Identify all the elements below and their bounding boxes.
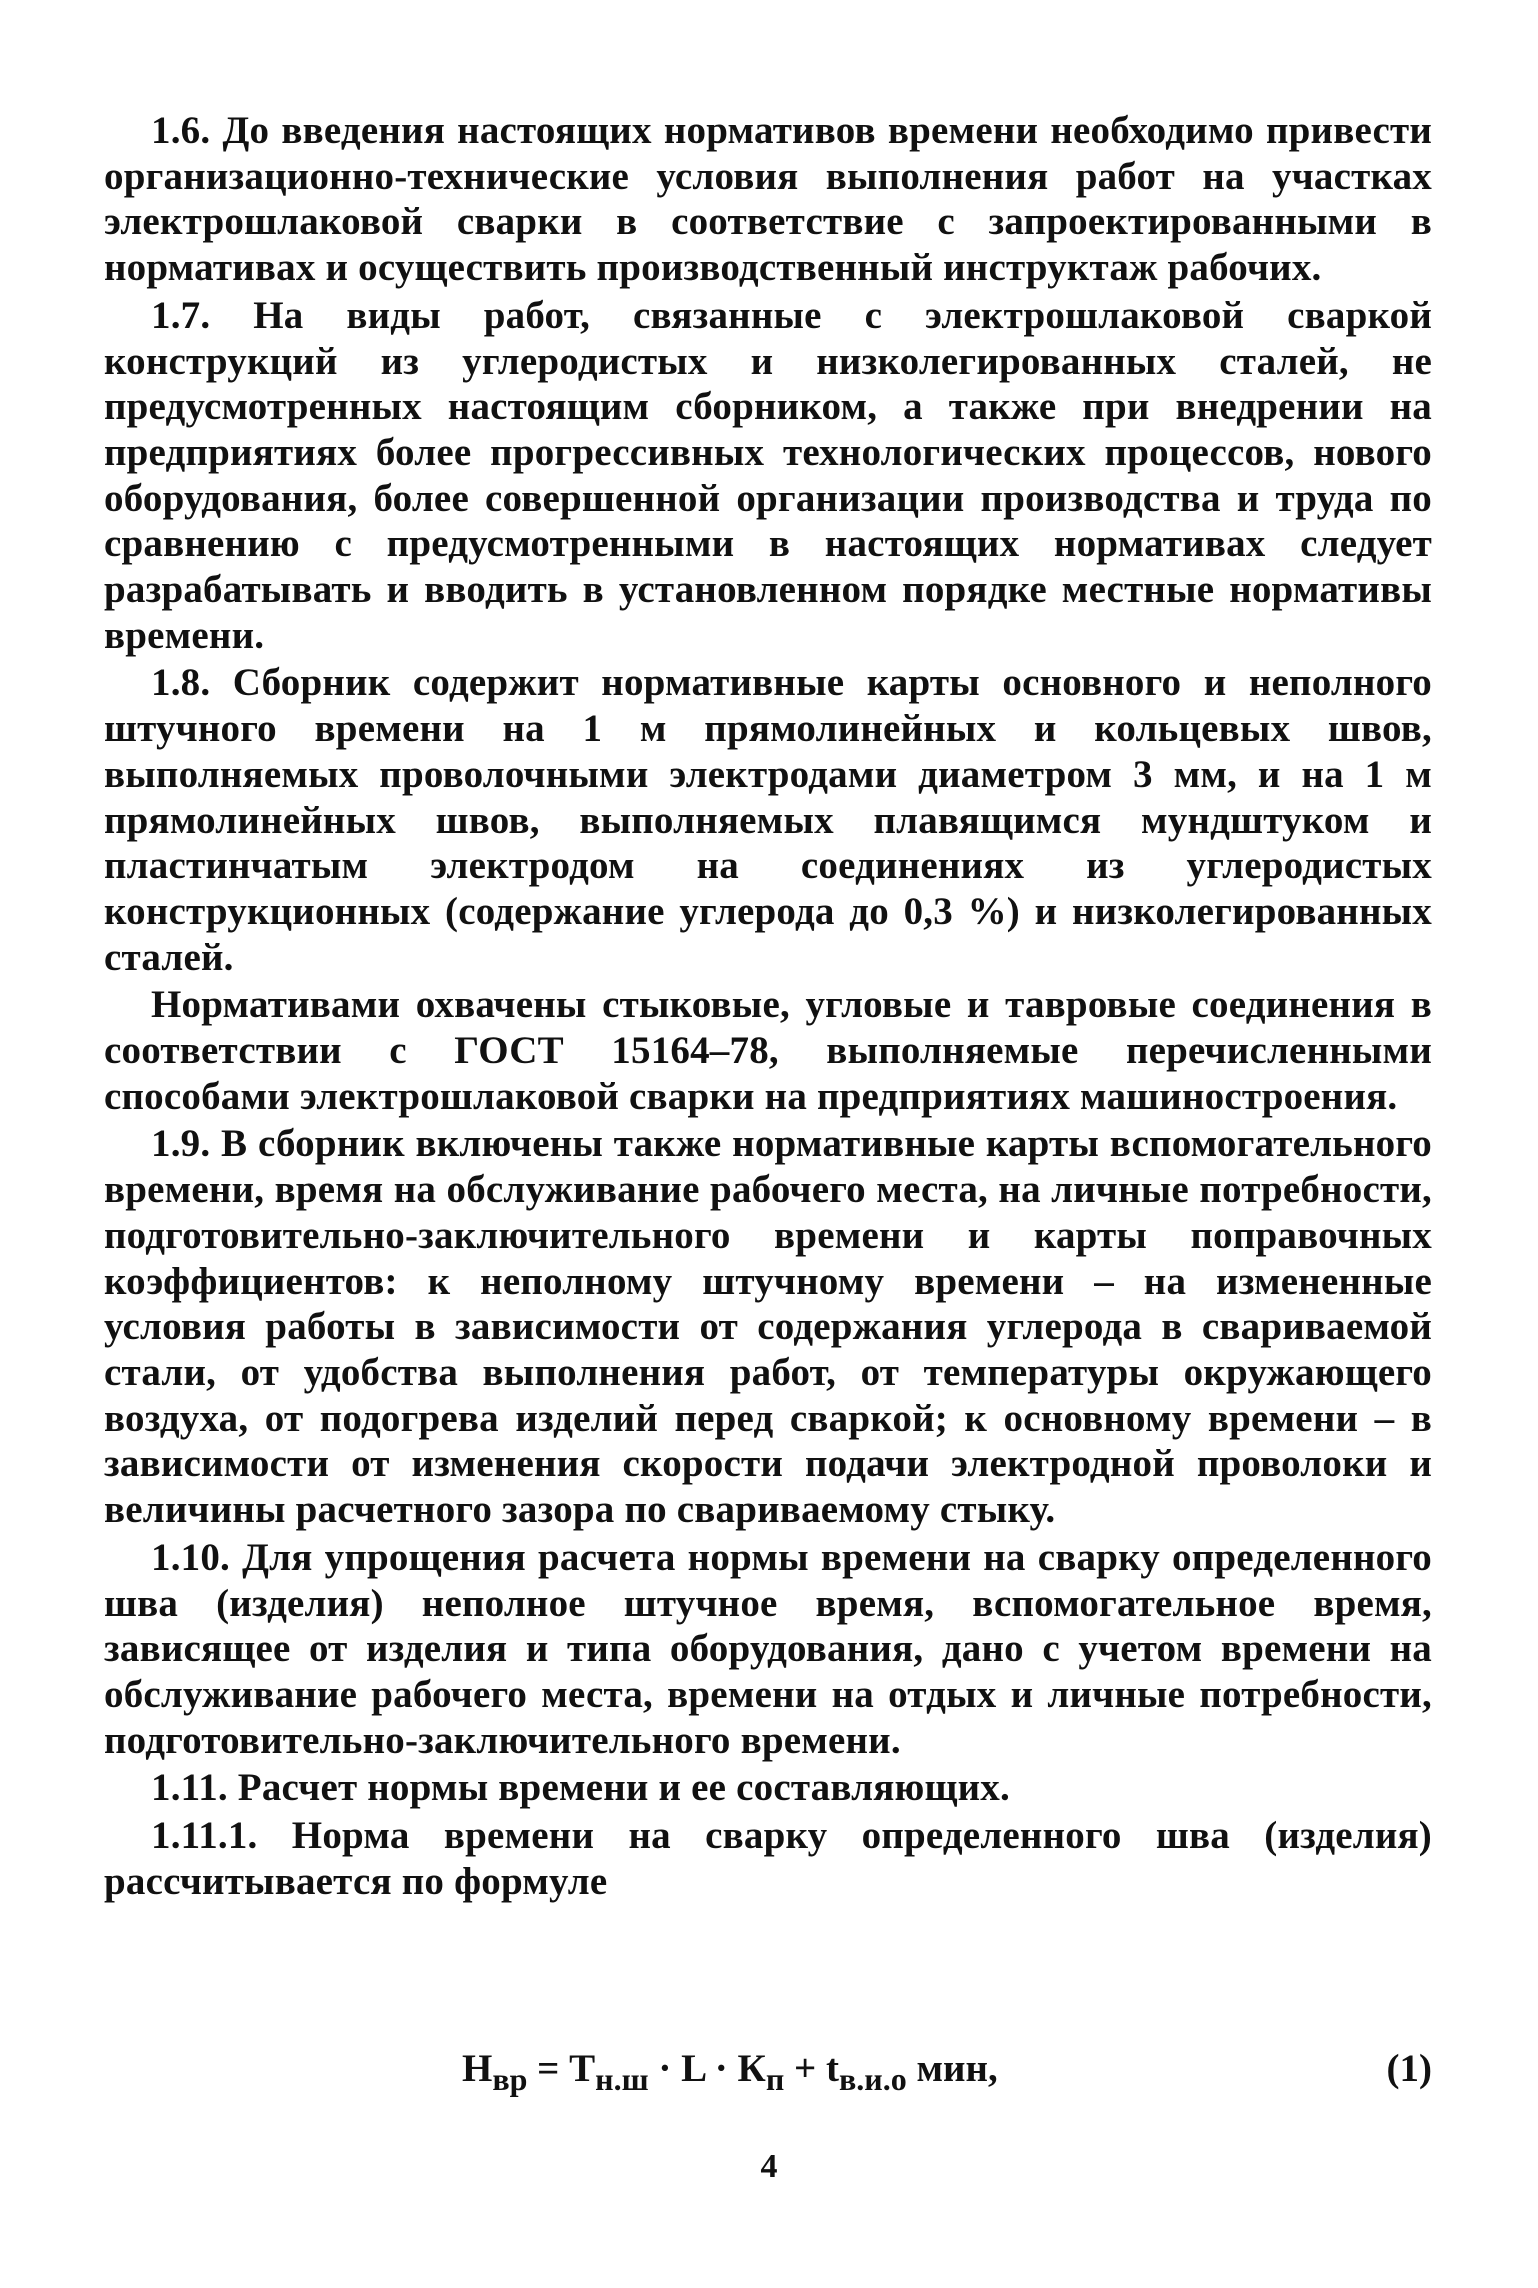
paragraph-1-8-continued: Нормативами охвачены стыковые, угловые и тавровые соединения в соответствии с ГОСТ 15164–78, выполняемые перечисленными способами электрошлаковой сварки на предприятиях машиностроения. [104, 983, 1432, 1118]
document-body [104, 108, 1432, 1906]
paragraph-1-6: 1.6. До введения настоящих нормативов времени необходимо привести организационно-технические условия выполнения работ на участках электрошлаковой сварки в соответствие с запроектированными в нормативах и осуществить производственный инструктаж рабочих. [104, 109, 1432, 290]
paragraph-1-10: 1.10. Для упрощения расчета нормы времени на сварку определенного шва (изделия) неполное штучное время, вспомогательное время, зависящее от изделия и типа оборудования, дано с учетом времени на обслуживание рабочего места, времени на отдых и личные потребности, подготовительно-заключительного времени. [104, 1535, 1432, 1762]
formula-k: К [737, 2047, 766, 2090]
page-number: 4 [760, 2148, 778, 2185]
paragraph-1-11-1: 1.11.1. Норма времени на сварку определенного шва (изделия) рассчитывается по формуле [104, 1814, 1432, 1903]
formula-t-subscript: н.ш [595, 2061, 649, 2097]
formula-unit: мин, [906, 2047, 998, 2090]
formula-dot-2: · [705, 2047, 738, 2090]
formula-l: L [681, 2047, 706, 2090]
formula-tv-subscript: в.и.о [838, 2061, 907, 2097]
time-norm-formula [462, 2046, 998, 2098]
paragraph-1-7: 1.7. На виды работ, связанные с электрошлаковой сваркой конструкций из углеродистых и низколегированных сталей, не предусмотренных настоящим сборником, а также при внедрении на предприятиях более прогрессивных технологических процессов, нового оборудования, более совершенной организации производства и труда по сравнению с предусмотренными в настоящих нормативах следует разрабатывать и вводить в установленном порядке местные нормативы времени. [104, 293, 1432, 657]
formula-equals: = [527, 2047, 570, 2090]
formula-h-subscript: вр [492, 2061, 528, 2097]
equation-number: (1) [1386, 2047, 1432, 2090]
formula-plus: + [784, 2047, 826, 2090]
paragraph-1-11: 1.11. Расчет нормы времени и ее составляющих. [151, 1766, 1010, 1810]
formula-h: Н [462, 2047, 493, 2090]
formula-k-subscript: п [765, 2061, 785, 2097]
paragraph-1-9: 1.9. В сборник включены также нормативные карты вспомогательного времени, время на обслуживание рабочего места, на личные потребности, подготовительно-заключительного времени и карты поправочных коэффициентов: к неполному штучному времени – на измененные условия работы в зависимости от содержания углерода в свариваемой стали, от удобства выполнения работ, от температуры окружающего воздуха, от подогрева изделий перед сваркой; к основному времени – в зависимости от изменения скорости подачи электродной проволоки и величины расчетного зазора по свариваемому стыку. [104, 1122, 1432, 1532]
formula-t: Т [569, 2047, 596, 2090]
paragraph-1-8: 1.8. Сборник содержит нормативные карты основного и неполного штучного времени на 1 м прямолинейных и кольцевых швов, выполняемых проволочными электродами диаметром 3 мм, и на 1 м прямолинейных швов, выполняемых плавящимся мундштуком и пластинчатым электродом на соединениях из углеродистых конструкционных (содержание углерода до 0,3 %) и низколегированных сталей. [104, 661, 1432, 979]
formula-tv: t [825, 2047, 839, 2090]
formula-row [104, 2046, 1432, 2102]
formula-dot-1: · [648, 2047, 682, 2090]
